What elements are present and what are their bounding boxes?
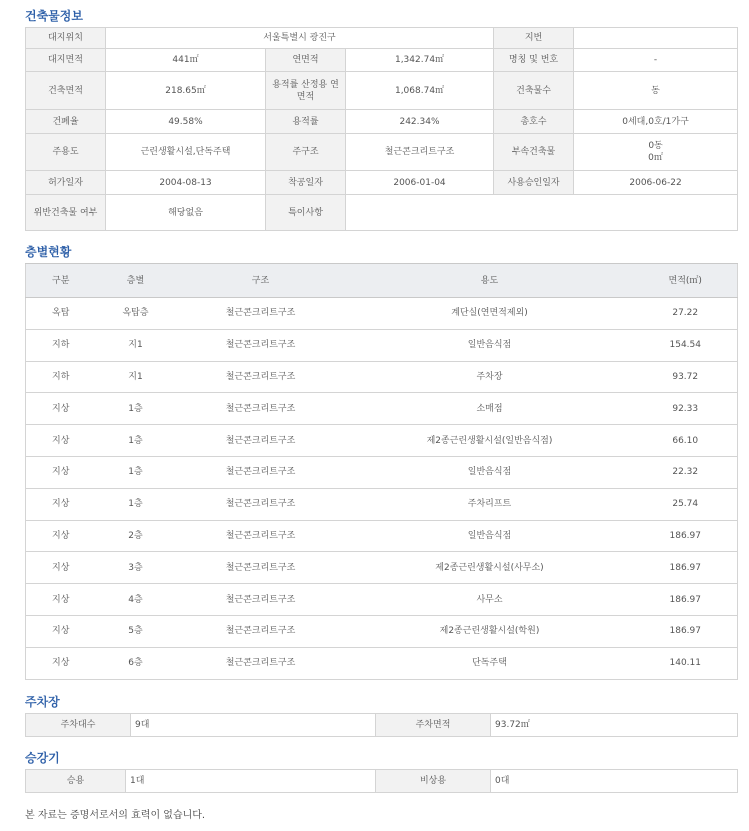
floor-category: 지상 [26,615,96,647]
parking-table [25,713,738,737]
floor-area: 92.33 [634,393,738,425]
floor-level: 1층 [96,488,176,520]
floor-structure: 철근콘크리트구조 [176,298,346,330]
floor-area: 186.97 [634,615,738,647]
floor-level: 지1 [96,329,176,361]
label-start-date: 착공일자 [266,171,346,195]
label-main-structure: 주구조 [266,134,346,171]
table-row [26,425,738,457]
label-violation: 위반건축물 여부 [26,195,106,231]
label-parking-area: 주차면적 [376,714,491,737]
floors-title: 층별현황 [25,245,72,259]
value-far-floor-area: 1,068.74㎡ [346,72,494,110]
floor-area: 27.22 [634,298,738,330]
floor-level: 지1 [96,361,176,393]
value-total-floor-area: 1,342.74㎡ [346,49,494,72]
floor-category: 지하 [26,361,96,393]
floor-rows [26,298,738,680]
floor-area: 186.97 [634,552,738,584]
table-row [26,552,738,584]
floor-structure: 철근콘크리트구조 [176,329,346,361]
floor-level: 4층 [96,584,176,616]
elevator-table [25,769,738,793]
label-coverage-ratio: 건폐율 [26,110,106,134]
floor-level: 1층 [96,425,176,457]
value-permit-date: 2004-08-13 [106,171,266,195]
floor-use: 주차장 [346,361,634,393]
floor-use: 소매점 [346,393,634,425]
floor-category: 지상 [26,425,96,457]
label-annex-building: 부속건축물 [494,134,574,171]
value-site-area: 441㎡ [106,49,266,72]
floor-use: 사무소 [346,584,634,616]
floors-header-floor: 층별 [96,264,176,298]
label-site-location: 대지위치 [26,28,106,49]
table-row [26,456,738,488]
label-building-area: 건축면적 [26,72,106,110]
label-passenger-elevator: 승용 [26,770,126,793]
label-total-units: 총호수 [494,110,574,134]
floor-structure: 철근콘크리트구조 [176,647,346,679]
value-floor-area-ratio: 242.34% [346,110,494,134]
floors-header-use: 용도 [346,264,634,298]
value-site-location: 서울특별시 광진구 [106,28,494,49]
value-parking-area: 93.72㎡ [491,714,738,737]
value-lot-number [574,28,738,49]
floor-use: 제2종근린생활시설(일반음식점) [346,425,634,457]
floor-area: 25.74 [634,488,738,520]
label-floor-area-ratio: 용적률 [266,110,346,134]
label-remarks: 특이사항 [266,195,346,231]
building-info-table [25,27,738,231]
label-site-area: 대지면적 [26,49,106,72]
floor-structure: 철근콘크리트구조 [176,456,346,488]
table-row [26,584,738,616]
label-permit-date: 허가일자 [26,171,106,195]
floor-area: 93.72 [634,361,738,393]
floor-category: 지상 [26,552,96,584]
floors-header-area: 면적(㎡) [634,264,738,298]
floor-area: 186.97 [634,520,738,552]
table-row [26,329,738,361]
label-total-floor-area: 연면적 [266,49,346,72]
parking-title: 주차장 [25,695,60,709]
floor-use: 단독주택 [346,647,634,679]
floor-use: 계단실(연면적제외) [346,298,634,330]
floor-category: 옥탑 [26,298,96,330]
floor-use: 제2종근린생활시설(학원) [346,615,634,647]
floor-area: 22.32 [634,456,738,488]
value-remarks [346,195,738,231]
floor-structure: 철근콘크리트구조 [176,584,346,616]
floor-area: 154.54 [634,329,738,361]
label-main-use: 주용도 [26,134,106,171]
floor-category: 지상 [26,584,96,616]
value-coverage-ratio: 49.58% [106,110,266,134]
value-violation: 해당없음 [106,195,266,231]
label-approval-date: 사용승인일자 [494,171,574,195]
value-annex-building [574,134,738,171]
floor-category: 지상 [26,647,96,679]
floors-table [25,263,738,680]
floor-structure: 철근콘크리트구조 [176,488,346,520]
floor-category: 지상 [26,520,96,552]
elevator-title: 승강기 [25,751,60,765]
floor-area: 186.97 [634,584,738,616]
floor-category: 지하 [26,329,96,361]
floor-level: 2층 [96,520,176,552]
floor-level: 1층 [96,456,176,488]
value-emergency-elevator: 0대 [491,770,738,793]
floor-structure: 철근콘크리트구조 [176,361,346,393]
table-row [26,520,738,552]
floor-level: 5층 [96,615,176,647]
annex-count: 0동 [648,141,663,151]
table-row [26,647,738,679]
annex-area: 0㎡ [648,153,663,163]
label-far-floor-area: 용적률 산정용 연면적 [266,72,346,110]
value-building-name: - [574,49,738,72]
floor-level: 옥탑층 [96,298,176,330]
table-row [26,393,738,425]
floor-use: 일반음식점 [346,520,634,552]
floors-header-structure: 구조 [176,264,346,298]
floor-level: 3층 [96,552,176,584]
floor-structure: 철근콘크리트구조 [176,552,346,584]
floor-structure: 철근콘크리트구조 [176,425,346,457]
table-row [26,488,738,520]
floor-use: 주차리프트 [346,488,634,520]
label-parking-count: 주차대수 [26,714,131,737]
floor-level: 1층 [96,393,176,425]
value-start-date: 2006-01-04 [346,171,494,195]
label-building-name: 명칭 및 번호 [494,49,574,72]
table-row [26,298,738,330]
floor-structure: 철근콘크리트구조 [176,520,346,552]
building-info-title: 건축물정보 [25,9,83,23]
value-passenger-elevator: 1대 [126,770,376,793]
floor-use: 일반음식점 [346,456,634,488]
value-parking-count: 9대 [131,714,376,737]
floor-use: 제2종근린생활시설(사무소) [346,552,634,584]
floor-structure: 철근콘크리트구조 [176,615,346,647]
label-lot-number: 지번 [494,28,574,49]
floor-category: 지상 [26,456,96,488]
label-emergency-elevator: 비상용 [376,770,491,793]
label-building-count: 건축물수 [494,72,574,110]
floor-structure: 철근콘크리트구조 [176,393,346,425]
floor-area: 66.10 [634,425,738,457]
value-main-use: 근린생활시설,단독주택 [106,134,266,171]
value-building-count: 동 [574,72,738,110]
floor-level: 6층 [96,647,176,679]
table-row [26,615,738,647]
floors-header-category: 구분 [26,264,96,298]
floor-category: 지상 [26,393,96,425]
floor-category: 지상 [26,488,96,520]
value-approval-date: 2006-06-22 [574,171,738,195]
floor-use: 일반음식점 [346,329,634,361]
value-total-units: 0세대,0호/1가구 [574,110,738,134]
value-main-structure: 철근콘크리트구조 [346,134,494,171]
disclaimer-note: 본 자료는 증명서로서의 효력이 없습니다. [25,810,206,821]
floor-area: 140.11 [634,647,738,679]
value-building-area: 218.65㎡ [106,72,266,110]
table-row [26,361,738,393]
